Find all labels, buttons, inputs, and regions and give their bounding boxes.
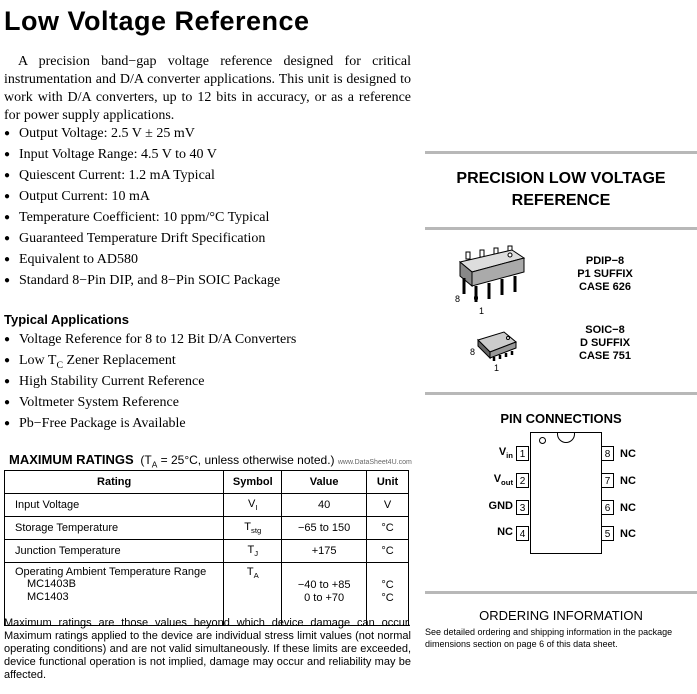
unit-cell: °C <box>367 540 409 563</box>
symbol-cell <box>224 494 282 517</box>
pin-label: NC <box>620 475 636 487</box>
ordering-title: ORDERING INFORMATION <box>479 608 643 623</box>
list-item: ● Output Voltage: 2.5 V ± 25 mV <box>4 123 414 144</box>
pin-label <box>477 526 513 540</box>
unit-cell: V <box>367 494 409 517</box>
pdip-package-icon <box>452 242 532 318</box>
op-unit1: °C <box>381 579 394 591</box>
pin-number: 6 <box>601 500 614 515</box>
table-row <box>5 540 409 563</box>
list-item: ● Guaranteed Temperature Drift Specification <box>4 228 414 249</box>
pdip-label-line: CASE 626 <box>579 281 631 293</box>
unit-cell: °C <box>367 517 409 540</box>
pin-label: NC <box>620 448 636 460</box>
pin-name: V <box>498 446 507 458</box>
pin-sub: out <box>501 478 513 488</box>
pdip-pin8-label: 8 <box>455 294 461 304</box>
symbol-sub: A <box>253 571 259 581</box>
divider <box>425 227 697 230</box>
applications-heading: Typical Applications <box>4 312 129 327</box>
symbol: T <box>247 543 255 556</box>
watermark: www.DataSheet4U.com <box>337 459 412 466</box>
divider <box>425 151 697 154</box>
pin-label <box>477 500 513 514</box>
max-ratings-heading <box>9 452 412 469</box>
value-cell: −65 to 150 <box>282 517 367 540</box>
soic-pin8-label: 8 <box>470 347 476 357</box>
zener-subscript: C <box>56 359 64 371</box>
list-item: ● Standard 8−Pin DIP, and 8−Pin SOIC Package <box>4 270 414 291</box>
symbol: T <box>244 520 252 533</box>
list-item: ● Pb−Free Package is Available <box>4 413 414 434</box>
value-cell: 40 <box>282 494 367 517</box>
symbol-sub: I <box>255 503 258 513</box>
op-rating-sub2: MC1403 <box>27 591 69 603</box>
max-ratings-title: MAXIMUM RATINGS <box>9 452 134 467</box>
op-rating-label: Operating Ambient Temperature Range <box>15 566 207 578</box>
pin-diagram-body <box>530 432 602 554</box>
op-rating-sub1: MC1403B <box>27 578 76 590</box>
ordering-text: See detailed ordering and shipping information in the package dimensions section on page 6 of this data sheet. <box>425 627 673 649</box>
max-ratings-table <box>4 470 409 626</box>
list-item: ● High Stability Current Reference <box>4 371 414 392</box>
column-header: Symbol <box>224 471 282 494</box>
rating-cell: Input Voltage <box>5 494 224 517</box>
pin-number: 5 <box>601 526 614 541</box>
zener-text: Low T <box>19 353 57 368</box>
pin-name: GND <box>488 500 513 512</box>
page-title: Low Voltage Reference <box>4 6 310 36</box>
pin-label: NC <box>620 502 636 514</box>
pin-number: 2 <box>516 473 529 488</box>
op-value1: −40 to +85 <box>297 579 351 591</box>
list-item: ● Equivalent to AD580 <box>4 249 414 270</box>
rating-cell: Junction Temperature <box>5 540 224 563</box>
zener-rest: Zener Replacement <box>63 353 176 368</box>
soic-label <box>555 324 655 363</box>
column-header: Value <box>282 471 367 494</box>
list-item: ● Input Voltage Range: 4.5 V to 40 V <box>4 144 414 165</box>
pin-label: NC <box>620 528 636 540</box>
pin-label <box>477 446 513 460</box>
max-ratings-note: Maximum ratings are those values beyond which device damage can occur. Maximum ratings applied to the device are individual stress limit values (not normal operating conditions) and are not valid simultaneously. If these limits are exceeded, device functional operation is not implied, damage may occur and reliability may be affected. <box>4 617 411 681</box>
features-list <box>4 123 414 291</box>
list-item: ● Voltage Reference for 8 to 12 Bit D/A Converters <box>4 329 414 350</box>
column-header: Rating <box>5 471 224 494</box>
pin-name: V <box>493 473 502 485</box>
soic-pin1-label: 1 <box>494 363 500 373</box>
symbol-cell <box>224 540 282 563</box>
divider <box>425 392 697 395</box>
pdip-label-line: PDIP−8 <box>585 255 625 267</box>
intro-paragraph: A precision band−gap voltage reference designed for critical instrumentation and D/A converter applications. This unit is designed to work with D/A converters, up to 12 bits in accuracy, or as a reference for power supply applications. <box>4 54 411 123</box>
condition-pre: (T <box>140 453 152 467</box>
symbol-sub: stg <box>251 526 262 536</box>
pin-sub: in <box>506 451 513 461</box>
list-item: ● Output Current: 10 mA <box>4 186 414 207</box>
condition-post: = 25°C, unless otherwise noted.) <box>157 453 335 467</box>
table-header-row <box>5 471 409 494</box>
symbol-sub: J <box>254 549 259 559</box>
pin1-dot-icon <box>539 437 546 444</box>
condition-sub: A <box>151 459 158 470</box>
rating-cell: Storage Temperature <box>5 517 224 540</box>
device-title <box>425 168 697 212</box>
ratings-condition <box>140 453 335 470</box>
symbol: V <box>248 497 256 510</box>
list-item: ● Temperature Coefficient: 10 ppm/°C Typical <box>4 207 414 228</box>
pdip-label <box>555 255 655 294</box>
symbol: T <box>246 566 254 578</box>
list-item: ● Voltmeter System Reference <box>4 392 414 413</box>
op-unit2: °C <box>381 592 394 604</box>
pin-name: NC <box>497 526 513 538</box>
soic-label-line: SOIC−8 <box>585 324 625 336</box>
soic-label-line: CASE 751 <box>579 350 631 362</box>
pdip-label-line: P1 SUFFIX <box>577 268 633 280</box>
value-cell: +175 <box>282 540 367 563</box>
pin-number: 7 <box>601 473 614 488</box>
pin-number: 4 <box>516 526 529 541</box>
symbol-cell <box>224 517 282 540</box>
pin-connections-title: PIN CONNECTIONS <box>500 411 622 426</box>
column-header: Unit <box>367 471 409 494</box>
op-value2: 0 to +70 <box>304 592 345 604</box>
divider <box>425 591 697 594</box>
pdip-pin1-label: 1 <box>479 306 485 316</box>
soic-package-icon <box>468 326 528 374</box>
pin-number: 1 <box>516 446 529 461</box>
applications-list <box>4 329 414 434</box>
list-item <box>4 350 414 371</box>
device-title-line1: PRECISION LOW VOLTAGE <box>456 170 666 187</box>
device-title-line2: REFERENCE <box>511 192 611 209</box>
notch-icon <box>557 425 575 443</box>
pin-number: 8 <box>601 446 614 461</box>
pin-number: 3 <box>516 500 529 515</box>
table-row <box>5 517 409 540</box>
pin-label <box>477 473 513 487</box>
table-row <box>5 494 409 517</box>
soic-label-line: D SUFFIX <box>579 337 631 349</box>
list-item: ● Quiescent Current: 1.2 mA Typical <box>4 165 414 186</box>
